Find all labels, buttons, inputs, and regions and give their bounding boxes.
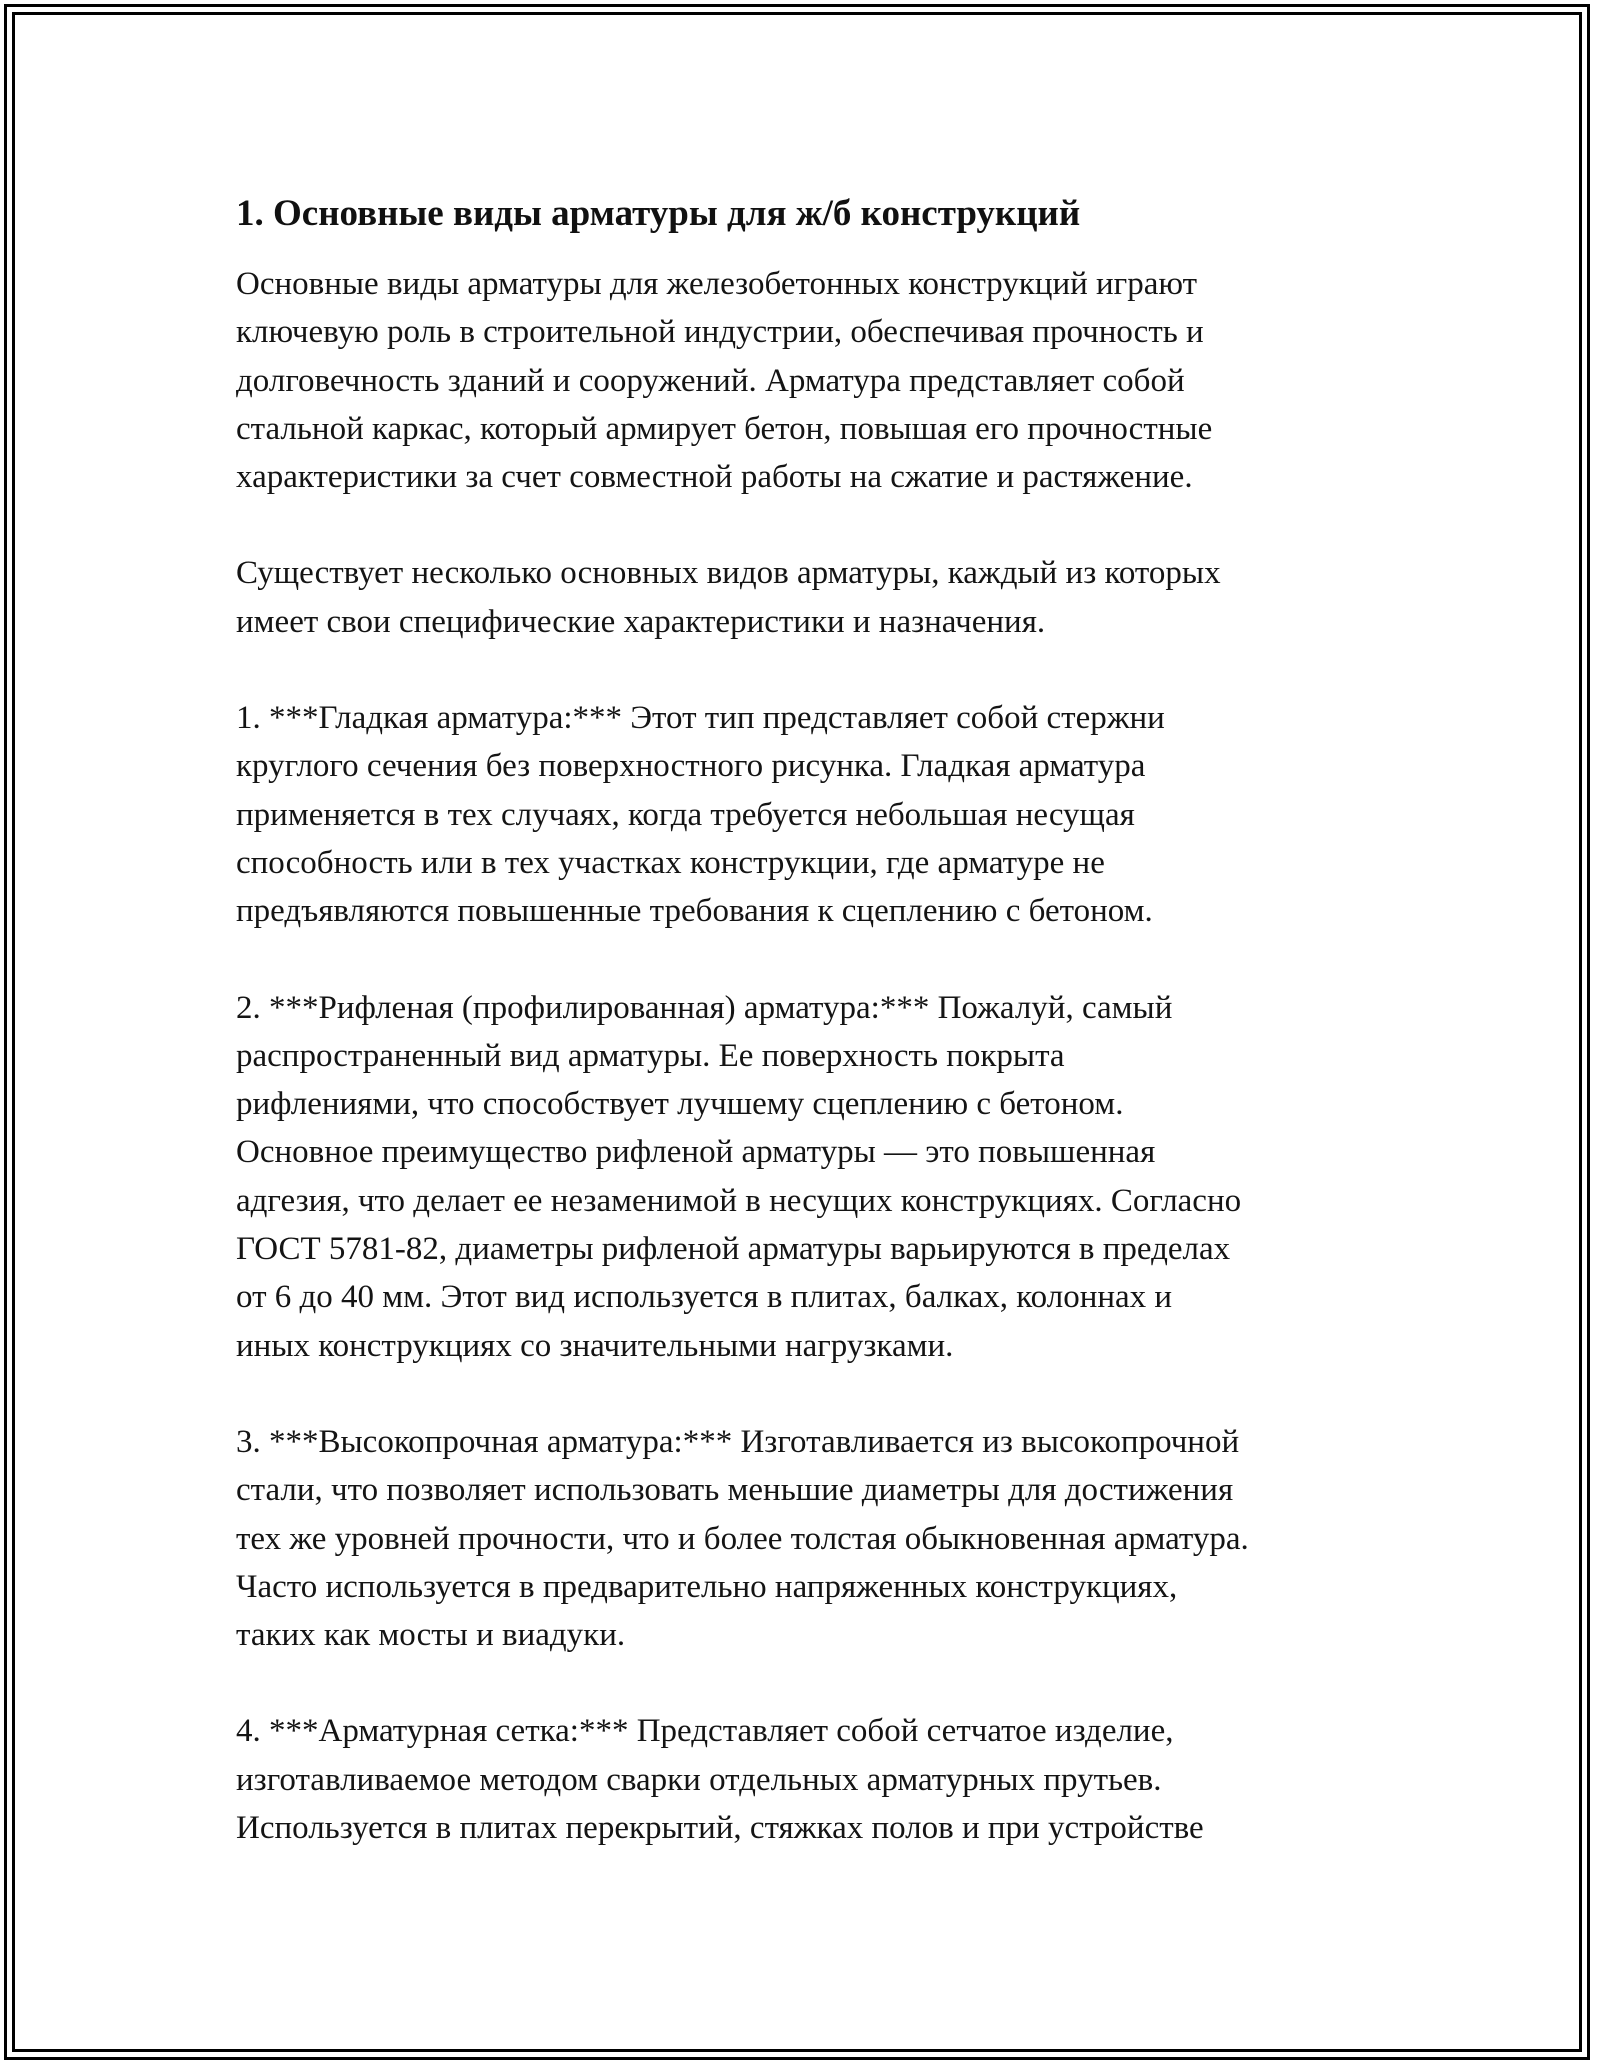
text-line: изготавливаемое методом сварки отдельных арматурных прутьев. — [236, 1761, 1162, 1798]
text-line: Используется в плитах перекрытий, стяжках полов и при устройстве — [236, 1810, 1204, 1847]
text-line: стали, что позволяет использовать меньшие диаметры для достижения — [236, 1472, 1234, 1509]
text-line: характеристики за счет совместной работы на сжатие и растяжение. — [236, 459, 1193, 496]
text-line: круглого сечения без поверхностного рисунка. Гладкая арматура — [236, 748, 1146, 785]
list-item-ribbed-rebar — [236, 984, 1396, 1370]
text-line: ГОСТ 5781-82, диаметры рифленой арматуры варьируются в пределах — [236, 1231, 1231, 1268]
list-item-high-strength-rebar — [236, 1418, 1396, 1659]
text-line: имеет свои специфические характеристики и назначения. — [236, 603, 1046, 640]
section-heading: 1. Основные виды арматуры для ж/б конструкций — [236, 193, 1081, 234]
text-line: ключевую роль в строительной индустрии, обеспечивая прочность и — [236, 314, 1204, 351]
text-line: иных конструкциях со значительными нагрузками. — [236, 1327, 954, 1364]
text-line: применяется в тех случаях, когда требуется небольшая несущая — [236, 796, 1135, 833]
paragraph-overview — [236, 549, 1396, 646]
text-line: Основные виды арматуры для железобетонных конструкций играют — [236, 266, 1197, 302]
text-line: Существует несколько основных видов арматуры, каждый из которых — [236, 555, 1221, 592]
text-line: тех же уровней прочности, что и более толстая обыкновенная арматура. — [236, 1520, 1249, 1557]
text-line: адгезия, что делает ее незаменимой в несущих конструкциях. Согласно — [236, 1182, 1242, 1219]
text-line: способность или в тех участках конструкции, где арматуре не — [236, 844, 1105, 881]
text-line: рифлениями, что способствует лучшему сцеплению с бетоном. — [236, 1086, 1124, 1123]
paragraph-intro — [236, 260, 1396, 501]
text-line: 3. ***Высокопрочная арматура:*** Изготавливается из высокопрочной — [236, 1423, 1240, 1460]
text-line: 4. ***Арматурная сетка:*** Представляет собой сетчатое изделие, — [236, 1713, 1174, 1750]
text-line: Основное преимущество рифленой арматуры — это повышенная — [236, 1134, 1156, 1171]
text-line: Часто используется в предварительно напряженных конструкциях, — [236, 1568, 1178, 1605]
list-item-smooth-rebar — [236, 694, 1396, 935]
text-line: распространенный вид арматуры. Ее поверхность покрыта — [236, 1037, 1065, 1074]
list-item-rebar-mesh — [236, 1707, 1396, 1852]
text-line: предъявляются повышенные требования к сцеплению с бетоном. — [236, 893, 1153, 930]
text-line: таких как мосты и виадуки. — [236, 1617, 626, 1654]
text-line: 2. ***Рифленая (профилированная) арматура:*** Пожалуй, самый — [236, 989, 1173, 1026]
text-line: стальной каркас, который армирует бетон, повышая его прочностные — [236, 410, 1213, 447]
document-page — [236, 188, 1396, 1900]
text-line: долговечность зданий и сооружений. Арматура представляет собой — [236, 362, 1185, 399]
text-line: 1. ***Гладкая арматура:*** Этот тип представляет собой стержни — [236, 700, 1165, 737]
text-line: от 6 до 40 мм. Этот вид используется в плитах, балках, колоннах и — [236, 1279, 1173, 1316]
